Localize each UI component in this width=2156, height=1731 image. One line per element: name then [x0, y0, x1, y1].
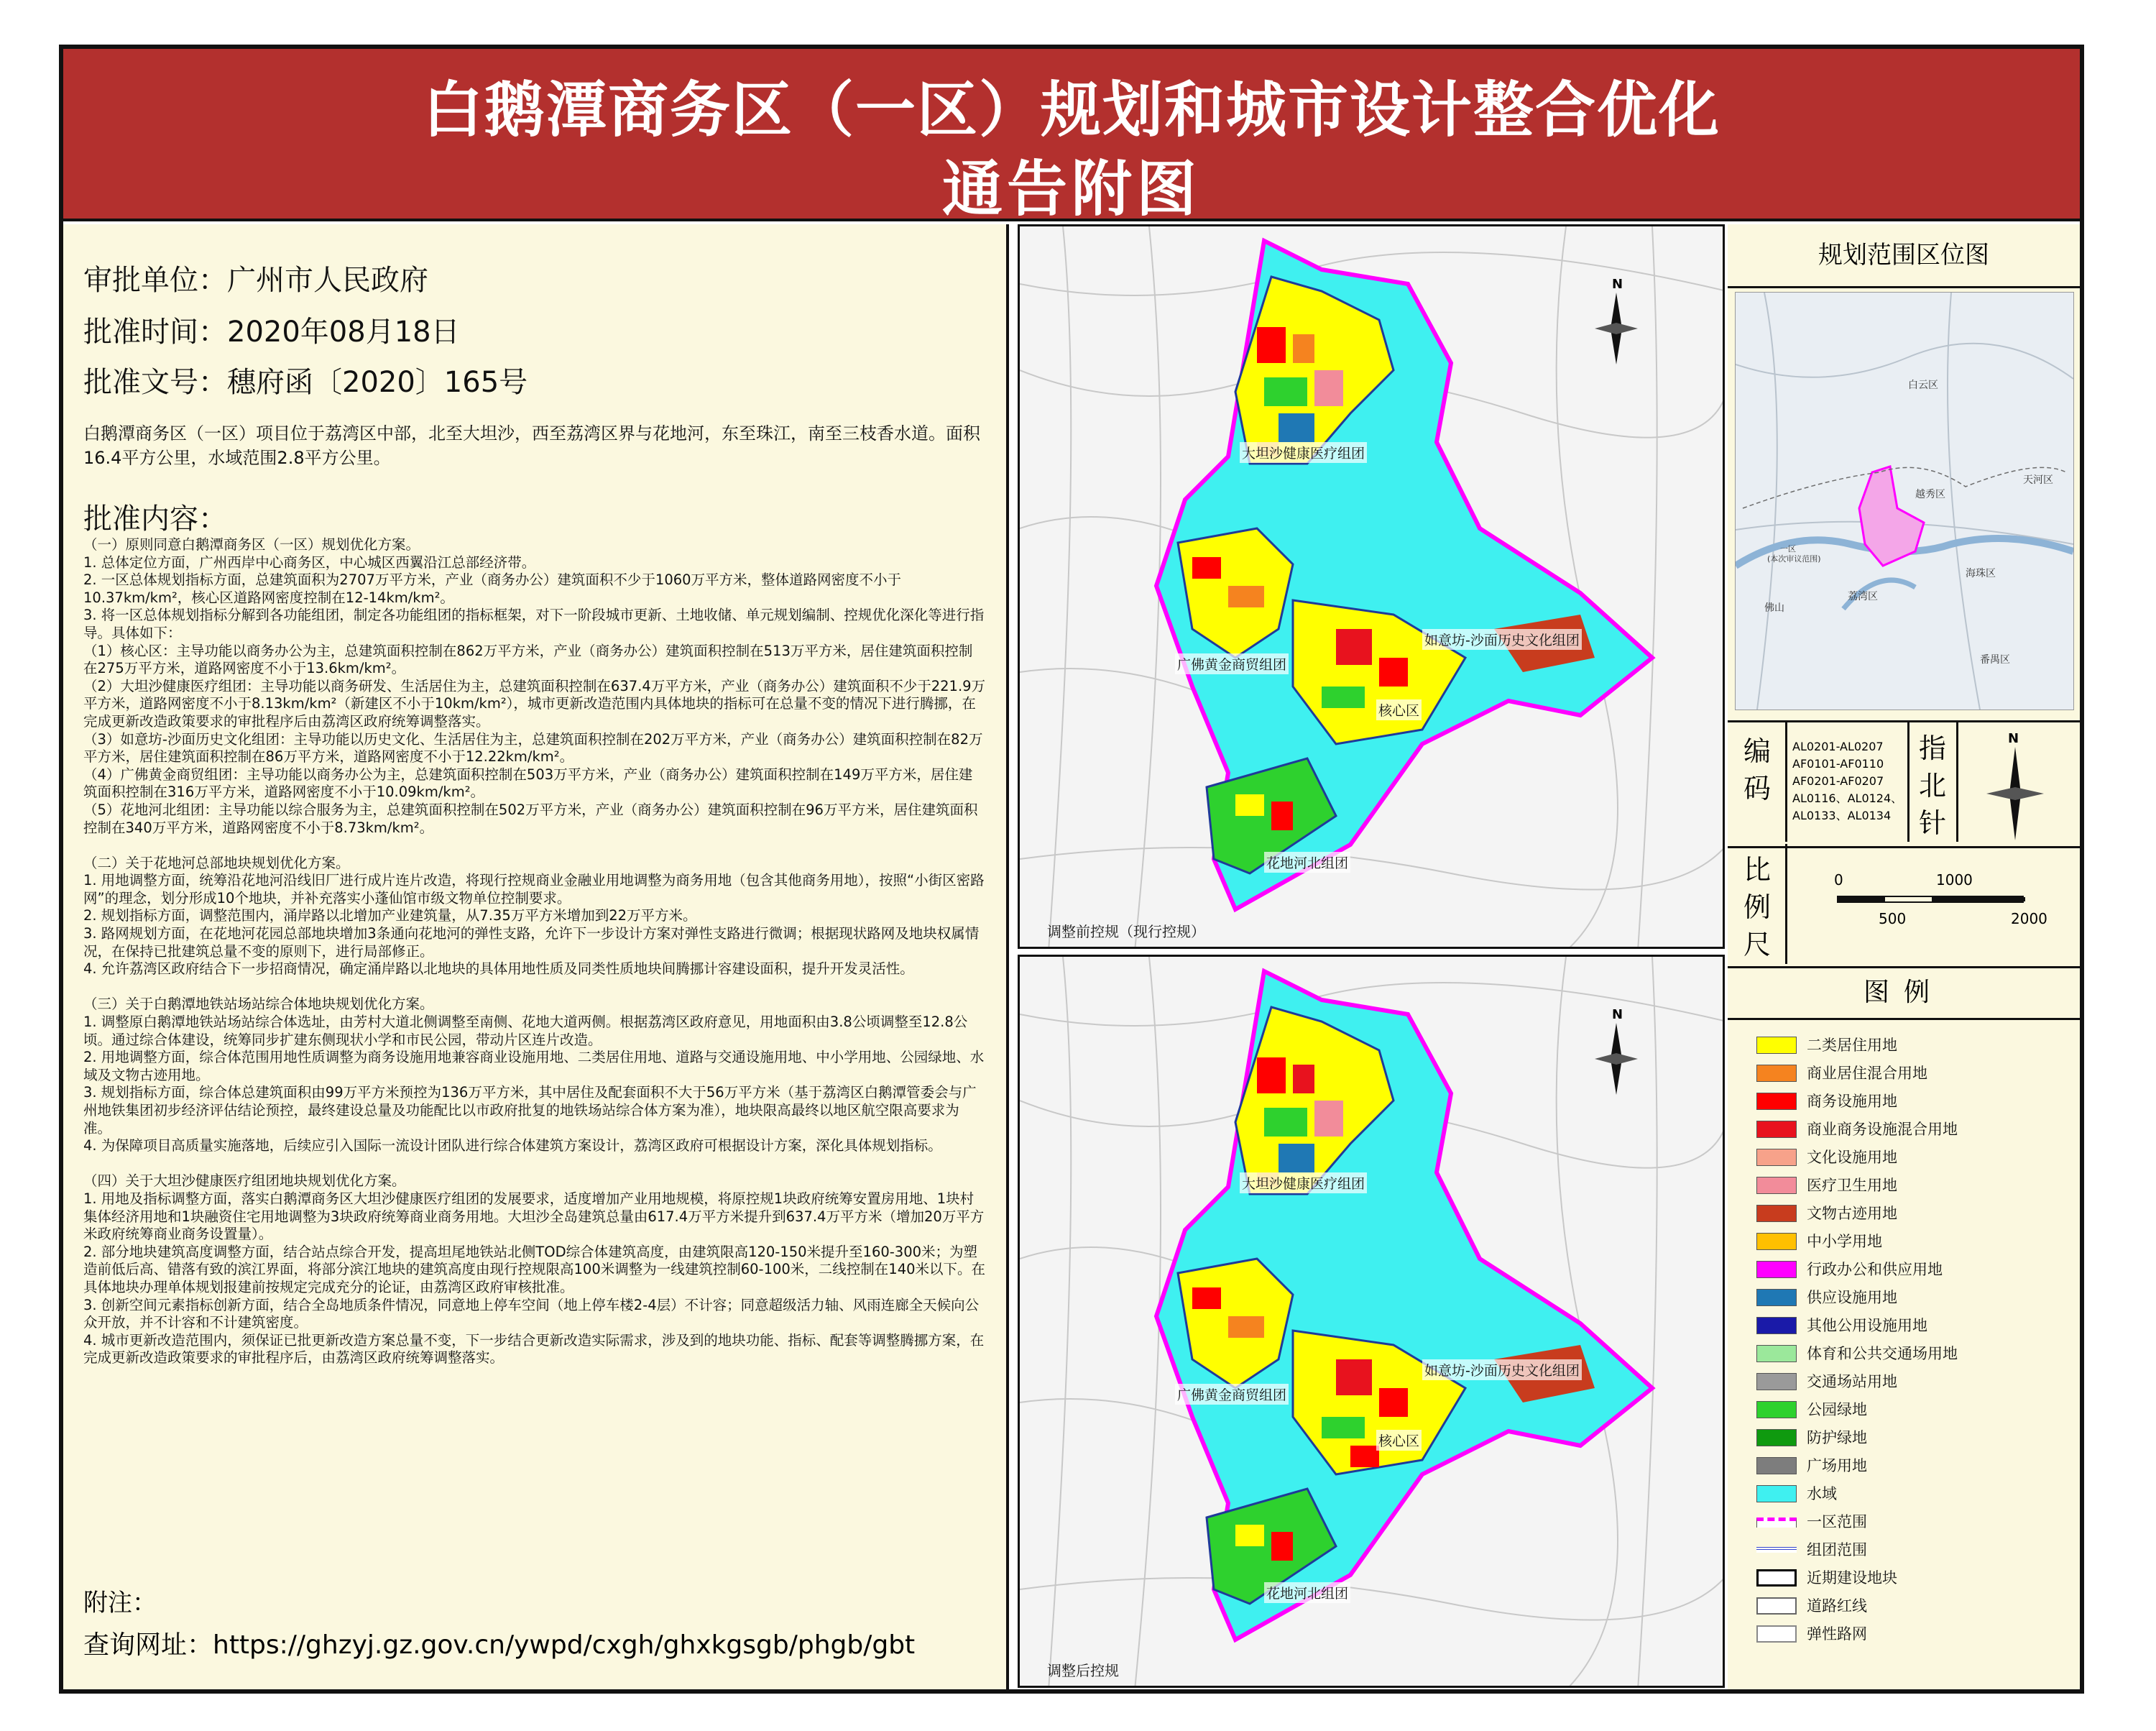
scale-tick-2000: 2000 [2011, 910, 2047, 927]
content-title: 批准内容： [83, 502, 227, 536]
legend-swatch [1756, 1401, 1797, 1418]
legend-label: 防护绿地 [1807, 1429, 1867, 1446]
legend-label: 一区范围 [1807, 1513, 1867, 1530]
legend-label: 广场用地 [1807, 1457, 1867, 1474]
legend-swatch [1756, 1121, 1797, 1138]
map-before [1018, 224, 1725, 949]
legend-label: 体育和公共交通场用地 [1807, 1345, 1958, 1362]
content-paragraph: 4. 允许荔湾区政府结合下一步招商情况，确定涌岸路以北地块的具体用地性质及同类性质地块间腾挪计容建设面积，提升开发灵活性。 [83, 960, 914, 978]
location-map-drawing [1736, 293, 2073, 710]
legend-label: 商业居住混合用地 [1807, 1065, 1927, 1082]
legend-label: 中小学用地 [1807, 1233, 1882, 1250]
district-yuexiu: 越秀区 [1915, 489, 1945, 500]
legend-swatch [1756, 1345, 1797, 1362]
legend-swatch [1756, 1547, 1797, 1553]
north-arrow-icon: N [1595, 277, 1638, 363]
legend-item [1756, 1395, 2058, 1424]
content-paragraph: （3）如意坊-沙面历史文化组团：主导功能以历史文化、生活居住为主，总建筑面积控制在202万平方米，产业（商务办公）建筑面积控制在82万平方米，居住建筑面积控制在86万平方米，道路网密度不小于12.22km/km²。 [83, 730, 983, 766]
legend-swatch [1756, 1037, 1797, 1054]
text-panel [63, 224, 1009, 1689]
label-huadihe: 花地河北组团 [1264, 1582, 1350, 1603]
label-core: 核心区 [1376, 699, 1422, 720]
legend-swatch [1756, 1177, 1797, 1194]
legend-item [1756, 1171, 2058, 1200]
legend-label: 近期建设地块 [1807, 1569, 1897, 1587]
legend-label: 公园绿地 [1807, 1401, 1867, 1418]
content-paragraph: 1. 总体定位方面，广州西岸中心商务区，中心城区西翼沿江总部经济带。 [83, 554, 536, 571]
legend-label: 交通场站用地 [1807, 1373, 1897, 1390]
site-label-1: 一区 [1780, 544, 1796, 554]
legend-item [1756, 1283, 2058, 1312]
content-paragraph: （4）广佛黄金商贸组团：主导功能以商务办公为主，总建筑面积控制在503万平方米，产业（商务办公）建筑面积控制在149万平方米，居住建筑面积控制在316万平方米，道路网密度不小于10.09km/km²。 [83, 766, 973, 801]
legend-swatch [1756, 1149, 1797, 1166]
content-paragraph: 4. 为保障项目高质量实施落地，后续应引入国际一流设计团队进行综合体建筑方案设计，荔湾区政府可根据设计方案，深化具体规划指标。 [83, 1137, 942, 1154]
legend-item [1756, 1143, 2058, 1172]
north-arrow-icon: N [1595, 1007, 1638, 1093]
legend-swatch [1756, 1597, 1797, 1615]
content-paragraph [83, 978, 986, 996]
legend-label: 弹性路网 [1807, 1625, 1867, 1643]
district-haizhu: 海珠区 [1966, 568, 1996, 579]
note-label: 附注： [83, 1589, 157, 1617]
legend-item [1756, 1339, 2058, 1368]
legend-swatch [1756, 1485, 1797, 1502]
legend-swatch [1756, 1569, 1797, 1587]
content-paragraph: 1. 用地调整方面，统筹沿花地河沿线旧厂进行成片连片改造，将现行控规商业金融业用地调整为商务用地（包含其他商务用地），按照“小街区密路网”的理念，划分形成10个地块，并补充落实小蓬仙馆市级文物单位控制要求。 [83, 872, 985, 906]
legend-label: 其他公用设施用地 [1807, 1317, 1927, 1334]
page-title: 白鹅潭商务区（一区）规划和城市设计整合优化 [422, 75, 1720, 145]
content-paragraph: 4. 城市更新改造范围内，须保证已批更新改造方案总量不变，下一步结合更新改造实际需求，涉及到的地块功能、指标、配套等调整腾挪方案，在完成更新改造政策要求的审批程序后，由荔湾区政府统筹调整落实。 [83, 1331, 985, 1367]
district-liwan: 荔湾区 [1848, 591, 1878, 602]
legend-item [1756, 1367, 2058, 1396]
content-paragraph: 1. 调整原白鹅潭地铁站场站综合体选址，由芳村大道北侧调整至南侧、花地大道两侧。根据荔湾区政府意见，用地面积由3.8公顷调整至12.8公顷。通过综合体建设，统筹同步扩建东侧现状小学和市民公园，带动片区连片改造。 [83, 1014, 968, 1048]
content-paragraph: （二）关于花地河总部地块规划优化方案。 [83, 854, 350, 871]
district-foshan: 佛山 [1764, 602, 1784, 614]
content-paragraph: （2）大坦沙健康医疗组团：主导功能以商务研发、生活居住为主，总建筑面积控制在637.4万平方米，产业（商务办公）建筑面积不少于221.9万平方米，道路网密度不小于8.13km/km²（新建区不小于10km/km²），城市更新改造范围内具体地块的指标可在总量不变的情况下进行腾挪，在完成更新改造政策要求的审批程序后由荔湾区政府统筹调整落实。 [83, 677, 986, 730]
content-paragraph: 2. 规划指标方面，调整范围内，涌岸路以北增加产业建筑量，从7.35万平方米增加到22万平方米。 [83, 907, 697, 924]
legend-swatch [1756, 1289, 1797, 1306]
label-datansha: 大坦沙健康医疗组团 [1240, 442, 1367, 463]
legend-item [1756, 1507, 2058, 1536]
content-paragraph: 2. 用地调整方面，综合体范围用地性质调整为商务设施用地兼容商业设施用地、二类居住用地、道路与交通设施用地、中小学用地、公园绿地、水域及文物古迹用地。 [83, 1049, 985, 1083]
legend-item [1756, 1199, 2058, 1228]
code-value: AL0201-AL0207 [1792, 740, 1884, 753]
content-paragraph: （5）花地河北组团：主导功能以综合服务为主，总建筑面积控制在502万平方米，产业（商务办公）建筑面积控制在96万平方米，居住建筑面积控制在340万平方米，道路网密度不小于8.73km/km²。 [83, 801, 978, 836]
legend-label: 文化设施用地 [1807, 1149, 1897, 1166]
site-label-2: (本次审议范围) [1767, 554, 1821, 564]
legend-item [1756, 1479, 2058, 1508]
legend-swatch [1756, 1457, 1797, 1474]
code-box [1728, 720, 2080, 848]
legend-item [1756, 1423, 2058, 1452]
label-ruyifang: 如意坊-沙面历史文化组团 [1422, 1359, 1582, 1380]
project-intro: 白鹅潭商务区（一区）项目位于荔湾区中部，北至大坦沙，西至荔湾区界与花地河，东至珠江，南至三枝香水道。面积16.4平方公里，水域范围2.8平方公里。 [83, 423, 980, 468]
scale-tick-0: 0 [1834, 871, 1843, 889]
approval-doc-no: 批准文号：穗府函〔2020〕165号 [83, 366, 528, 399]
legend-swatch [1756, 1373, 1797, 1390]
code-value: AF0101-AF0110 [1792, 757, 1884, 771]
compass-label: 指 北 针 [1918, 733, 1946, 839]
label-datansha: 大坦沙健康医疗组团 [1240, 1172, 1367, 1193]
approval-unit: 审批单位：广州市人民政府 [83, 264, 428, 297]
legend-label: 二类居住用地 [1807, 1037, 1897, 1054]
legend-label: 行政办公和供应用地 [1807, 1261, 1943, 1278]
label-core: 核心区 [1376, 1430, 1422, 1451]
district-baiyun: 白云区 [1908, 380, 1938, 391]
legend-swatch [1756, 1518, 1797, 1528]
legend-item [1756, 1311, 2058, 1340]
legend-title: 图例 [1728, 968, 2080, 1020]
side-panel [1728, 224, 2080, 1689]
legend-item [1756, 1451, 2058, 1480]
content-paragraph [83, 837, 986, 855]
code-label: 编 码 [1743, 735, 1771, 804]
legend-swatch [1756, 1317, 1797, 1334]
map-before-caption: 调整前控规（现行控规） [1047, 923, 1205, 940]
legend-label: 商务设施用地 [1807, 1093, 1897, 1110]
map-after-caption: 调整后控规 [1047, 1662, 1119, 1679]
legend-item [1756, 1059, 2058, 1088]
legend-swatch [1756, 1625, 1797, 1643]
content-paragraph: 2. 一区总体规划指标方面，总建筑面积为2707万平方米，产业（商务办公）建筑面积不少于1060万平方米，整体道路网密度不小于10.37km/km²，核心区道路网密度控制在12-14km/km²。 [83, 571, 902, 606]
location-map-title: 规划范围区位图 [1728, 224, 2080, 288]
legend-swatch [1756, 1205, 1797, 1222]
legend-item [1756, 1087, 2058, 1116]
legend-item [1756, 1255, 2058, 1284]
content-paragraph: （1）核心区：主导功能以商务办公为主，总建筑面积控制在862万平方米，产业（商务办公）建筑面积控制在513万平方米，居住建筑面积控制在275万平方米，道路网密度不小于13.6km/km²。 [83, 642, 973, 677]
legend-label: 水域 [1807, 1485, 1837, 1502]
scale-label: 比 例 尺 [1743, 854, 1771, 960]
label-guangfo: 广佛黄金商贸组团 [1175, 653, 1289, 674]
legend-label: 文物古迹用地 [1807, 1205, 1897, 1222]
legend-item [1756, 1031, 2058, 1060]
scale-bar [1837, 896, 2024, 903]
legend-item [1756, 1564, 2058, 1592]
content-paragraph: （三）关于白鹅潭地铁站场站综合体地块规划优化方案。 [83, 996, 434, 1013]
content-paragraph: 3. 将一区总体规划指标分解到各功能组团，制定各功能组团的指标框架，对下一阶段城市更新、土地收储、单元规划编制、控规优化深化等进行指导。具体如下： [83, 607, 985, 641]
label-ruyifang: 如意坊-沙面历史文化组团 [1422, 629, 1582, 650]
content-paragraph: 3. 规划指标方面，综合体总建筑面积由99万平方米预控为136万平方米，其中居住及配套面积不大于56万平方米（基于荔湾区白鹅潭管委会与广州地铁集团初步经济评估结论预控，最终建设总量及功能配比以市政府批复的地铁场站综合体方案为准），地块限高最终以地区航空限高要求为准。 [83, 1084, 977, 1137]
code-values [1792, 738, 1902, 825]
legend-item [1756, 1592, 2058, 1620]
code-value: AF0201-AF0207 [1792, 774, 1884, 788]
scale-box [1728, 844, 2080, 968]
legend-swatch [1756, 1233, 1797, 1250]
district-panyu: 番禺区 [1980, 654, 2010, 666]
code-value: AL0133、AL0134 [1792, 809, 1892, 822]
compass-icon: N [1986, 731, 2044, 839]
legend-swatch [1756, 1093, 1797, 1110]
legend-label: 组团范围 [1807, 1541, 1867, 1558]
legend-item [1756, 1227, 2058, 1256]
legend-label: 商业商务设施混合用地 [1807, 1121, 1958, 1138]
legend-item [1756, 1535, 2058, 1564]
code-value: AL0116、AL0124、 [1792, 791, 1903, 805]
page-subtitle: 通告附图 [941, 154, 1201, 224]
content-paragraph: 1. 用地及指标调整方面，落实白鹅潭商务区大坦沙健康医疗组团的发展要求，适度增加产业用地规模，将原控规1块政府统筹安置房用地、1块村集体经济用地和1块融资住宅用地调整为3块政府统筹商业商务用地。大坦沙全岛建筑总量由617.4万平方米提升到637.4万平方米（增加20万平方米政府统筹商业商务设置量）。 [83, 1190, 985, 1243]
scale-tick-500: 500 [1879, 910, 1907, 927]
content-paragraph: （一）原则同意白鹅潭商务区（一区）规划优化方案。 [83, 536, 420, 553]
legend-swatch [1756, 1429, 1797, 1446]
legend-swatch [1756, 1065, 1797, 1082]
legend-label: 医疗卫生用地 [1807, 1177, 1897, 1194]
district-tianhe: 天河区 [2023, 474, 2053, 486]
label-huadihe: 花地河北组团 [1264, 852, 1350, 873]
label-guangfo: 广佛黄金商贸组团 [1175, 1384, 1289, 1405]
scale-tick-1000: 1000 [1936, 871, 1973, 889]
legend-label: 供应设施用地 [1807, 1289, 1897, 1306]
legend-swatch [1756, 1261, 1797, 1278]
legend-item [1756, 1620, 2058, 1648]
location-map [1735, 292, 2074, 710]
approval-date: 批准时间：2020年08月18日 [83, 316, 460, 349]
legend-label: 道路红线 [1807, 1597, 1867, 1615]
content-paragraph [83, 1155, 986, 1173]
title-banner [63, 49, 2080, 224]
content-paragraph: 3. 创新空间元素指标创新方面，结合全岛地质条件情况，同意地上停车空间（地上停车楼2-4层）不计容；同意超级活力轴、风雨连廊全天候向公众开放，并不计容和不计建筑密度。 [83, 1296, 980, 1331]
content-paragraph: （四）关于大坦沙健康医疗组团地块规划优化方案。 [83, 1172, 406, 1190]
content-paragraph: 2. 部分地块建筑高度调整方面，结合站点综合开发，提高坦尾地铁站北侧TOD综合体建筑高度，由建筑限高120-150米提升至160-300米；为塑造前低后高、错落有致的滨江界面，将部分滨江地块的建筑高度由现行控规限高100米调整为一线建筑控制60-100米，二线控制在140米以下。在具体地块办理单体规划报建前按规定完成充分的论证，由荔湾区政府审核批准。 [83, 1243, 986, 1295]
query-url[interactable]: 查询网址：https://ghzyj.gz.gov.cn/ywpd/cxgh/ghxkgsgb/phgb/gbt [83, 1630, 916, 1660]
content-paragraph: 3. 路网规划方面，在花地河花园总部地块增加3条通向花地河的弹性支路，允许下一步设计方案对弹性支路进行微调；根据现状路网及地块权属情况，在保持已批建筑总量不变的原则下，进行局部修正。 [83, 925, 980, 960]
legend-item [1756, 1115, 2058, 1144]
content-body [83, 536, 986, 1367]
map-after [1018, 955, 1725, 1688]
